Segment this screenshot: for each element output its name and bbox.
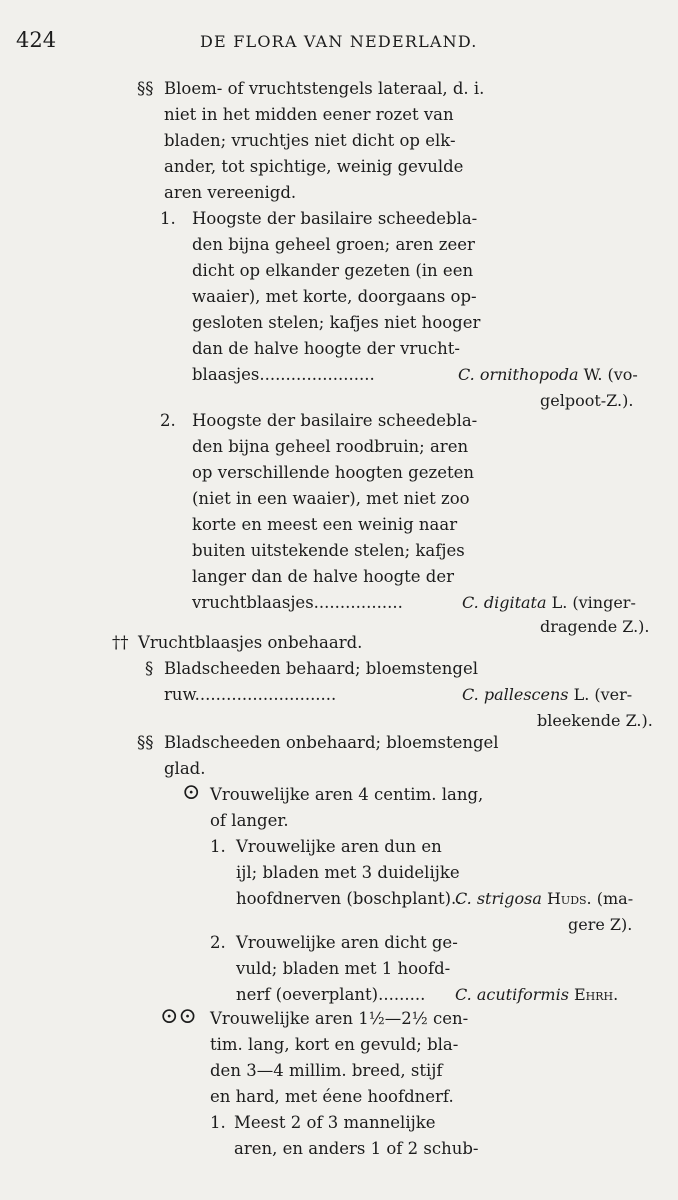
item-number: 2. [160, 411, 176, 430]
text-line: korte en meest een weinig naar [192, 515, 458, 534]
text-line: den bijna geheel roodbruin; aren [192, 437, 469, 456]
text-line: den 3—4 millim. breed, stijf [210, 1061, 443, 1080]
species-author: Huds. [546, 889, 592, 908]
text-line: op verschillende hoogten gezeten [192, 463, 474, 482]
item-number: 1. [210, 1113, 226, 1132]
text-line: ruw........................... [164, 685, 337, 704]
text-line: of langer. [210, 811, 289, 830]
text-line: langer dan de halve hoogte der [192, 567, 455, 586]
species-entry [455, 886, 633, 912]
text-line: Hoogste der basilaire scheedebla- [192, 209, 478, 228]
text-line: Vrouwelijke aren 1½—2½ cen- [210, 1009, 469, 1028]
text-line: glad. [164, 759, 206, 778]
text-line: bladen; vruchtjes niet dicht op elk- [164, 131, 456, 150]
species-author-rest: (ma- [596, 889, 634, 908]
species-entry [458, 362, 638, 388]
common-name-cont: dragende Z.). [540, 617, 650, 636]
text-line: aren, en anders 1 of 2 schub- [234, 1139, 479, 1158]
text-line: en hard, met éene hoofdnerf. [210, 1087, 454, 1106]
text-line: buiten uitstekende stelen; kafjes [192, 541, 465, 560]
species-entry [455, 982, 618, 1008]
text-line: hoofdnerven (boschplant).. [236, 889, 462, 908]
common-name-cont: gelpoot-Z.). [540, 391, 634, 410]
text-line: Vrouwelijke aren 4 centim. lang, [210, 785, 484, 804]
species-author: L. (ver- [573, 685, 633, 704]
section-heading: Vruchtblaasjes onbehaard. [138, 633, 363, 652]
item-number: 2. [210, 933, 226, 952]
species-author: Ehrh. [574, 985, 619, 1004]
section-marker: § [145, 659, 154, 678]
text-line: Bloem- of vruchtstengels lateraal, d. i. [164, 79, 485, 98]
species-entry [462, 590, 636, 616]
species-name: C. digitata [462, 593, 547, 612]
species-name: C. pallescens [462, 685, 569, 704]
text-line: Vrouwelijke aren dicht ge- [236, 933, 458, 952]
common-name-cont: bleekende Z.). [537, 711, 653, 730]
text-line: vuld; bladen met 1 hoofd- [236, 959, 451, 978]
species-name: C. acutiformis [455, 985, 569, 1004]
text-line: den bijna geheel groen; aren zeer [192, 235, 475, 254]
text-line: (niet in een waaier), met niet zoo [192, 489, 470, 508]
text-line: Meest 2 of 3 mannelijke [234, 1113, 436, 1132]
double-circle-dot-icon: ⊙⊙ [160, 1004, 197, 1029]
text-line: Bladscheeden behaard; bloemstengel [164, 659, 479, 678]
circle-dot-icon: ⊙ [182, 780, 201, 805]
text-line: dicht op elkander gezeten (in een [192, 261, 474, 280]
text-line: blaasjes...................... [192, 365, 375, 384]
item-number: 1. [160, 209, 176, 228]
text-line: Bladscheeden onbehaard; bloemstengel [164, 733, 499, 752]
running-title: DE FLORA VAN NEDERLAND. [200, 32, 478, 51]
item-number: 1. [210, 837, 226, 856]
page-number: 424 [16, 28, 57, 52]
text-line: ijl; bladen met 3 duidelijke [236, 863, 460, 882]
section-marker: †† [112, 633, 129, 652]
common-name-cont: gere Z). [568, 915, 633, 934]
text-line: nerf (oeverplant)......... [236, 985, 426, 1004]
section-marker: §§ [137, 733, 154, 752]
text-line: Vrouwelijke aren dun en [236, 837, 442, 856]
text-line: Hoogste der basilaire scheedebla- [192, 411, 478, 430]
text-line: ander, tot spichtige, weinig gevulde [164, 157, 464, 176]
species-author: L. (vinger- [551, 593, 636, 612]
text-line: aren vereenigd. [164, 183, 297, 202]
text-line: gesloten stelen; kafjes niet hooger [192, 313, 481, 332]
text-line: vruchtblaasjes................. [192, 593, 403, 612]
text-line: waaier), met korte, doorgaans op- [192, 287, 477, 306]
section-marker: §§ [137, 79, 154, 98]
species-entry [462, 682, 632, 708]
species-name: C. ornithopoda [458, 365, 579, 384]
text-line: niet in het midden eener rozet van [164, 105, 454, 124]
text-line: tim. lang, kort en gevuld; bla- [210, 1035, 459, 1054]
species-name: C. strigosa [455, 889, 542, 908]
text-line: dan de halve hoogte der vrucht- [192, 339, 460, 358]
species-author: W. (vo- [583, 365, 638, 384]
